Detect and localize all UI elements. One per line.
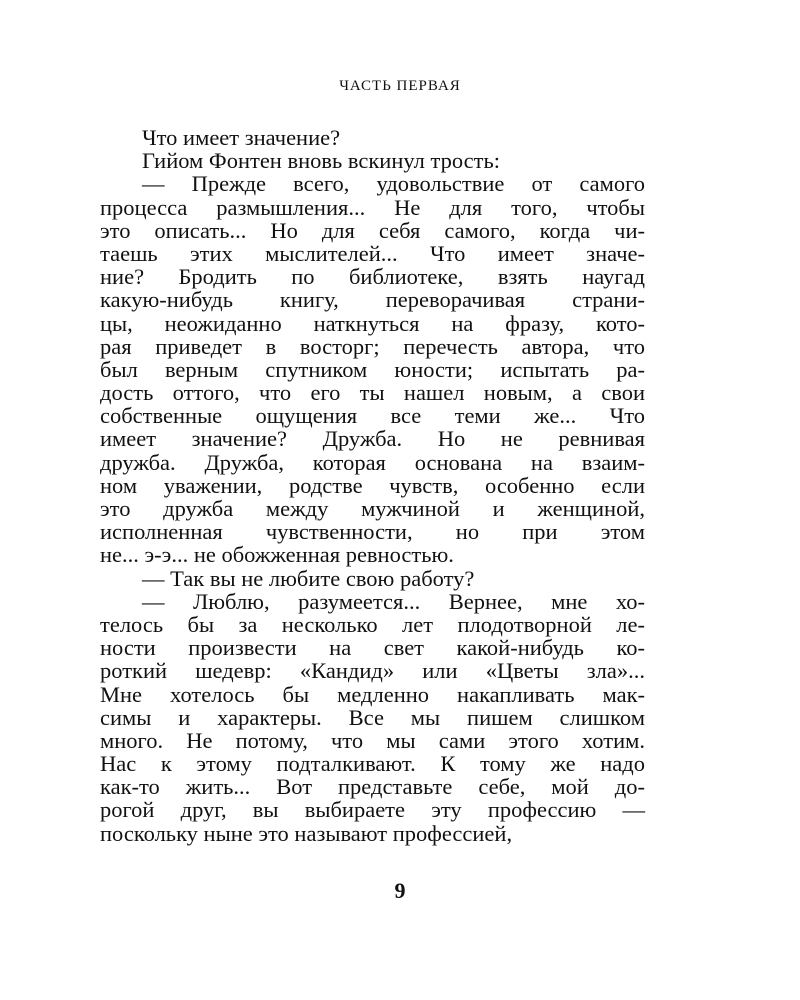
text-line: какую-нибудь книгу, переворачивая страни- (100, 287, 645, 313)
text-line: — Прежде всего, удовольствие от самого (142, 171, 645, 197)
text-line: это описать... Но для себя самого, когда чи- (100, 217, 645, 243)
text-line: таешь этих мыслителей... Что имеет значе- (100, 240, 645, 266)
text-line: процесса размышления... Не для того, чтобы (100, 194, 645, 220)
text-line: — Так вы не любите свою работу? (142, 565, 475, 591)
text-line: много. Не потому, что мы сами этого хотим. (100, 727, 645, 753)
text-line: был верным спутником юности; испытать ра- (100, 356, 645, 382)
running-head: ЧАСТЬ ПЕРВАЯ (339, 78, 461, 94)
text-line: как-то жить... Вот представьте себе, мой до- (100, 774, 645, 800)
text-line: не... э-э... не обожженная ревностью. (100, 542, 454, 568)
text-line: телось бы за несколько лет плодотворной ле- (100, 611, 645, 637)
text-line: дружба. Дружба, которая основана на взаим- (100, 449, 645, 475)
text-line: имеет значение? Дружба. Но не ревнивая (100, 426, 645, 452)
text-line: — Люблю, разумеется... Вернее, мне хо- (142, 588, 645, 614)
text-line: это дружба между мужчиной и женщиной, (100, 496, 645, 521)
text-line: симы и характеры. Все мы пишем слишком (100, 704, 645, 730)
text-line: рогой друг, вы выбираете эту профессию — (100, 797, 645, 823)
text-line: ном уважении, родстве чувств, особенно если (100, 472, 645, 498)
text-line: Мне хотелось бы медленно накапливать мак- (100, 681, 645, 707)
text-line: Что имеет значение? (142, 125, 341, 150)
text-line: дость оттого, что его ты нашел новым, а свои (100, 380, 645, 406)
text-line: Нас к этому подталкивают. К тому же надо (100, 751, 645, 777)
body-text (100, 126, 645, 845)
page-number: 9 (394, 878, 406, 903)
text-line: ние? Бродить по библиотеке, взять наугад (100, 264, 645, 290)
text-line: поскольку ныне это называют профессией, (100, 820, 513, 846)
text-line: рая приведет в восторг; перечесть автора, что (100, 333, 645, 359)
text-line: роткий шедевр: «Кандид» или «Цветы зла»... (100, 658, 645, 684)
text-line: исполненная чувственности, но при этом (100, 519, 645, 545)
text-line: цы, неожиданно наткнуться на фразу, кото- (100, 310, 645, 336)
text-line: Гийом Фонтен вновь вскинул трость: (142, 148, 501, 174)
text-line: ности произвести на свет какой-нибудь ко- (100, 635, 645, 661)
text-line: собственные ощущения все теми же... Что (100, 403, 645, 429)
